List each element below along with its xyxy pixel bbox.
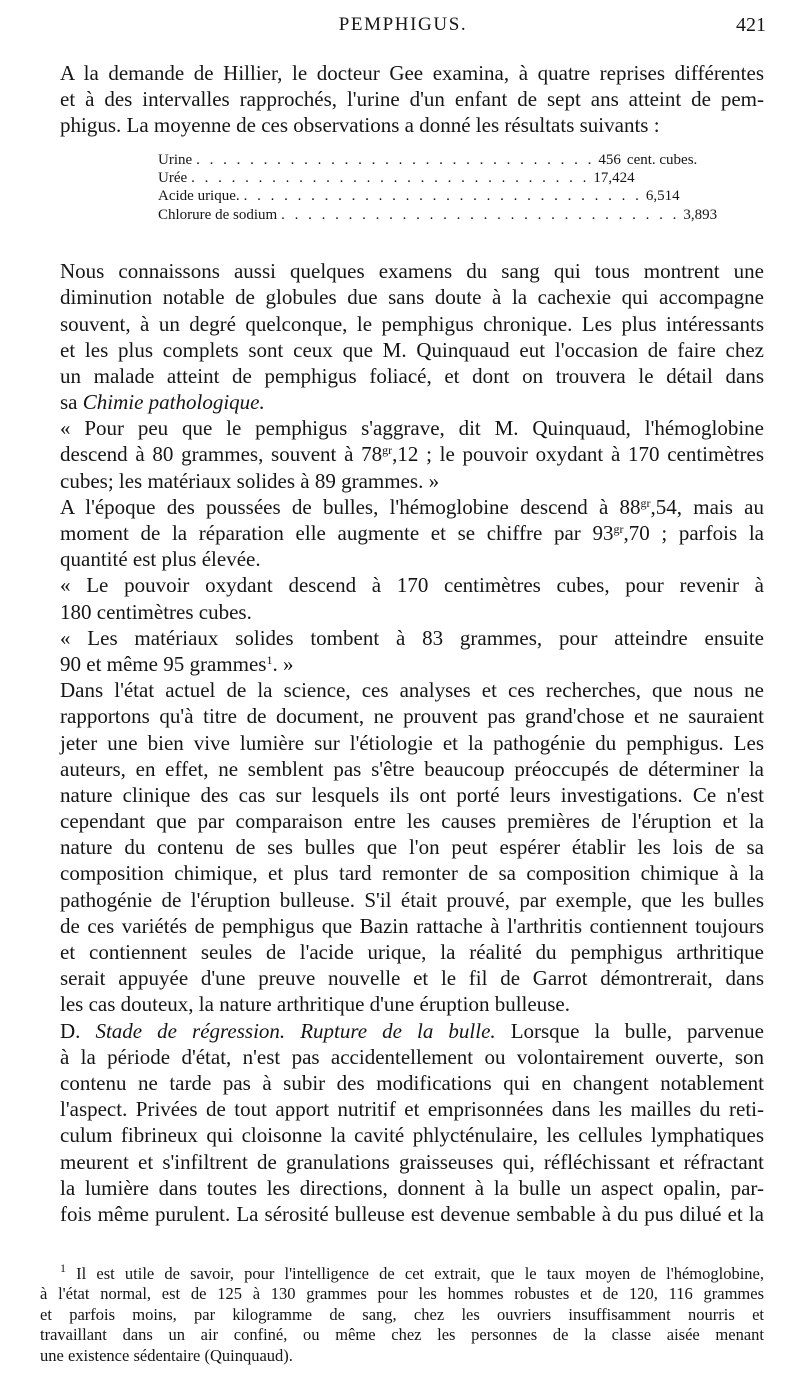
footnote-line: à l'état normal, est de 125 à 130 grammes pour les hommes robustes et de 120, 116 grammes xyxy=(40,1284,764,1304)
footnote-marker: 1 xyxy=(60,1261,66,1275)
unit-superscript: gr xyxy=(640,495,651,510)
text-line xyxy=(60,520,764,546)
text-line: auteurs, en effet, ne semblent pas s'être beaucoup préoccupés de déterminer la xyxy=(60,756,764,781)
row-label: Chlorure de sodium xyxy=(158,206,278,223)
text-line: et à des intervalles rapprochés, l'urine d'un enfant de sept ans atteint de pem- xyxy=(60,87,764,112)
dot-leader: . . . . . . . . . . . . . . . . . . . . . . . . . . . . . . xyxy=(191,169,590,186)
text-fragment: descend à 80 grammes, souvent à 78 xyxy=(60,442,383,467)
text-line: pathogénie de l'éruption bulleuse. S'il était prouvé, par exemple, que les bulles xyxy=(60,887,764,912)
footnote-line: une existence sédentaire (Quinquaud). xyxy=(40,1345,293,1365)
section-letter: D. xyxy=(60,1018,96,1043)
text-line: nature du contenu de ses bulles que l'on peut espérer établir les lois de sa xyxy=(60,835,764,860)
section-heading-italic: Stade de régression. Rupture de la bulle. xyxy=(95,1018,496,1043)
text-line: Nous connaissons aussi quelques examens du sang qui tous montrent une xyxy=(60,259,764,284)
footnote-reference[interactable]: 1 xyxy=(266,652,273,667)
row-unit: cent. cubes. xyxy=(626,151,698,168)
text-line: nature clinique des cas sur lesquels ils ont porté leurs investigations. Ce n'est xyxy=(60,782,764,807)
text-line: culum fibrineux qui cloisonne la cavité phlycténulaire, les cellules lymphatiques xyxy=(60,1123,764,1148)
text-fragment: ,54, mais au xyxy=(650,494,764,519)
text-line: « Les matériaux solides tombent à 83 grammes, pour atteindre ensuite xyxy=(60,625,764,650)
stade-paragraph xyxy=(60,1018,764,1228)
dot-leader: . . . . . . . . . . . . . . . . . . . . . . . . . . . . . . xyxy=(243,188,642,205)
text-fragment: moment de la réparation elle augmente et se chiffre par 93 xyxy=(60,521,614,545)
quote-oxydant xyxy=(60,572,764,624)
text-line: la lumière dans toutes les directions, donnent à la bulle un aspect opalin, par- xyxy=(60,1175,764,1200)
text-line: et les plus complets sont ceux que M. Quinquaud eut l'occasion de faire chez xyxy=(60,337,764,362)
footnote-line: travaillant dans un air confiné, ou même chez les personnes de la classe aisée menant xyxy=(40,1325,764,1345)
text-line: A la demande de Hillier, le docteur Gee examina, à quatre reprises différentes xyxy=(60,61,764,85)
text-line: Dans l'état actuel de la science, ces analyses et ces recherches, que nous ne xyxy=(60,678,764,703)
text-line: composition chimique, et plus tard remonter de sa composition chimique à la xyxy=(60,861,764,886)
text-line: serait appuyée d'une preuve nouvelle et le fil de Garrot démontrerait, dans xyxy=(60,966,764,991)
text-line xyxy=(60,441,764,467)
row-value: 6,514 xyxy=(645,188,680,205)
text-line: phigus. La moyenne de ces observations a donné les résultats suivants : xyxy=(60,113,660,138)
text-fragment: 90 et même 95 grammes xyxy=(60,651,267,676)
text-line: et contiennent seules de l'acide urique, la réalité du pemphigus arthritique xyxy=(60,940,764,964)
poussees-paragraph xyxy=(60,494,764,573)
text-fragment: . » xyxy=(272,651,294,676)
table-row xyxy=(158,151,698,169)
text-line: cependant que par comparaison entre les causes premières de l'éruption et la xyxy=(60,809,764,834)
text-line: rapportons qu'à titre de document, ne prouvent pas grand'chose et ne sauraient xyxy=(60,704,764,729)
text-line xyxy=(60,389,764,415)
text-line: de ces variétés de pemphigus que Bazin rattache à l'arthritis contiennent toujours xyxy=(60,913,764,938)
text-line: contenu ne tarde pas à subir des modifications qui en changent notablement xyxy=(60,1070,764,1095)
text-fragment: ,12 ; le pouvoir oxydant à 170 centimètres xyxy=(392,442,764,467)
table-row xyxy=(158,206,718,224)
text-line: fois même purulent. La sérosité bulleuse est devenue sembable à du pus dilué et la xyxy=(60,1201,764,1226)
text-fragment: sa xyxy=(60,390,83,415)
row-value: 3,893 xyxy=(683,206,718,223)
page-number: 421 xyxy=(736,14,766,36)
row-value: 456 xyxy=(598,151,621,168)
text-line: « Pour peu que le pemphigus s'aggrave, dit M. Quinquaud, l'hémoglobine xyxy=(60,416,764,441)
table-row xyxy=(158,169,635,187)
text-line: meurent et s'infiltrent de granulations graisseuses qui, réfléchissant et réfractant xyxy=(60,1149,764,1174)
text-line xyxy=(60,494,764,520)
row-label: Acide urique. xyxy=(158,188,240,205)
table-row xyxy=(158,187,680,205)
text-line: souvent, à un degré quelconque, le pemphigus chronique. Les plus intéressants xyxy=(60,311,764,336)
text-line: diminution notable de globules due sans doute à la cachexie qui accompagne xyxy=(60,285,764,310)
row-value: 17,424 xyxy=(593,169,635,186)
intro-paragraph xyxy=(60,60,764,139)
text-fragment: ,70 ; parfois la xyxy=(623,521,764,545)
text-fragment: Lorsque la bulle, parvenue xyxy=(495,1018,764,1043)
blood-paragraph xyxy=(60,258,764,415)
text-line: à la période d'état, n'est pas accidentellement ou volontairement ouverte, son xyxy=(60,1044,764,1069)
footnote-line: et parfois moins, par kilogramme de sang, chez les ouvriers insuffisamment nourris et xyxy=(40,1304,764,1324)
text-fragment: Il est utile de savoir, pour l'intelligence de cet extrait, que le taux moyen de l'hémoglobine, xyxy=(66,1264,764,1283)
text-fragment: A l'époque des poussées de bulles, l'hémoglobine descend à 88 xyxy=(60,494,641,519)
text-line: les cas douteux, la nature arthritique d'une éruption bulleuse. xyxy=(60,992,570,1017)
unit-superscript: gr xyxy=(382,443,393,458)
footnote xyxy=(40,1261,764,1366)
page-header xyxy=(40,14,766,44)
dot-leader: . . . . . . . . . . . . . . . . . . . . . . . . . . . . . . xyxy=(281,206,680,223)
text-line xyxy=(60,651,764,677)
dot-leader: . . . . . . . . . . . . . . . . . . . . . . . . . . . . . . xyxy=(196,151,595,168)
text-line: quantité est plus élevée. xyxy=(60,547,261,572)
row-label: Urine xyxy=(158,151,193,168)
urine-results-table xyxy=(158,151,718,225)
quote-materiaux xyxy=(60,625,764,677)
etat-paragraph xyxy=(60,677,764,1017)
text-line xyxy=(60,1018,764,1044)
text-line: 180 centimètres cubes. xyxy=(60,599,252,624)
text-line: un malade atteint de pemphigus foliacé, et dont on trouvera le détail dans xyxy=(60,363,764,388)
unit-superscript: gr xyxy=(613,522,624,536)
text-line: cubes; les matériaux solides à 89 grammes. » xyxy=(60,468,440,493)
text-line: jeter une bien vive lumière sur l'étiologie et la pathogénie du pemphigus. Les xyxy=(60,730,764,755)
book-title-italic: Chimie pathologique. xyxy=(82,390,265,415)
quote-hemoglobin xyxy=(60,415,764,494)
body-text xyxy=(60,60,764,1227)
text-line: « Le pouvoir oxydant descend à 170 centimètres cubes, pour revenir à xyxy=(60,573,764,598)
text-line: l'aspect. Privées de tout apport nutritif et emprisonnées dans les mailles du reti- xyxy=(60,1097,764,1122)
running-title: PEMPHIGUS. xyxy=(338,14,468,35)
footnote-line xyxy=(40,1261,764,1284)
row-label: Urée xyxy=(158,169,188,186)
